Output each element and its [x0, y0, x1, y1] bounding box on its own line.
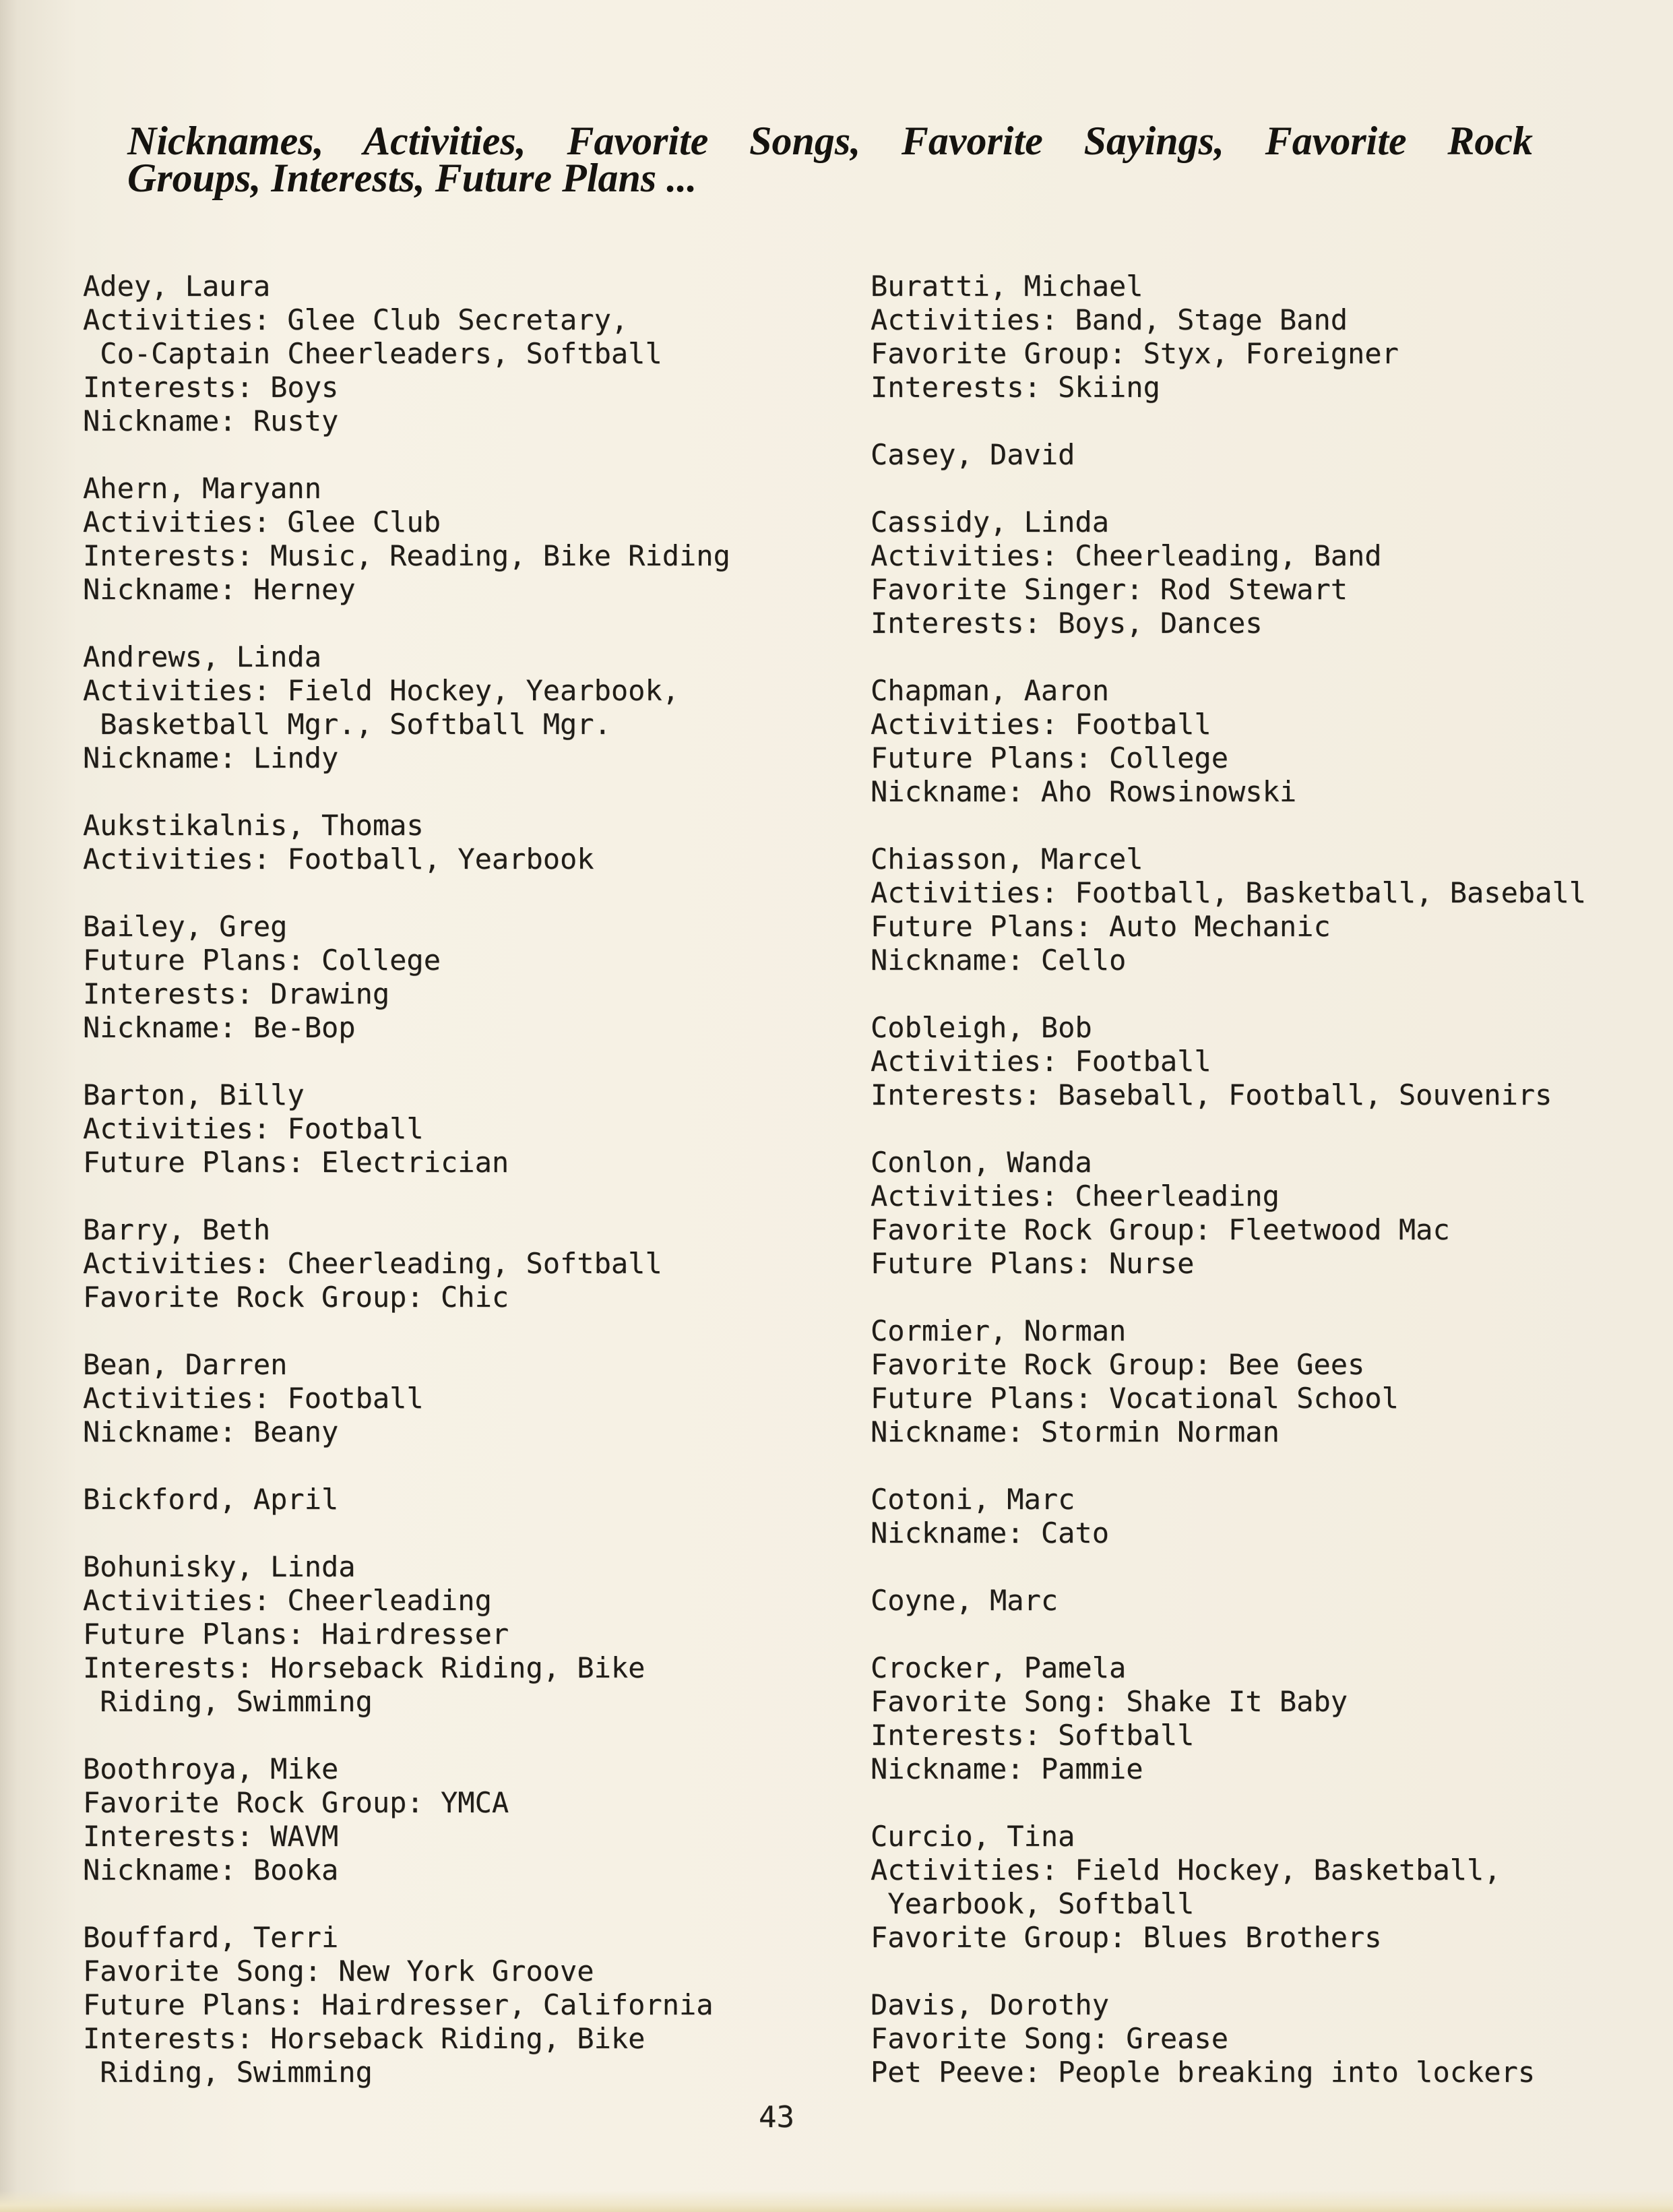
entry-line: Favorite Rock Group: Bee Gees: [871, 1348, 1365, 1381]
entry-line: Future Plans: Electrician: [83, 1146, 509, 1179]
student-entry: [871, 438, 1669, 472]
page-heading: [127, 119, 1533, 200]
entry-line: Co-Captain Cheerleaders, Softball: [83, 337, 662, 370]
entry-line: Nickname: Booka: [83, 1853, 339, 1886]
student-entry: [83, 270, 858, 438]
entry-line: Favorite Song: New York Groove: [83, 1955, 594, 1988]
entry-line: Andrews, Linda: [83, 640, 322, 673]
student-entry: [83, 472, 858, 607]
entry-line: Activities: Cheerleading, Band: [871, 539, 1382, 572]
entry-line: Cassidy, Linda: [871, 505, 1110, 539]
student-entry: [83, 1921, 858, 2089]
student-entry: [871, 270, 1669, 404]
entry-line: Crocker, Pamela: [871, 1651, 1127, 1684]
student-entry: [871, 505, 1669, 640]
entry-line: Activities: Field Hockey, Basketball,: [871, 1853, 1501, 1886]
student-entry: [871, 1584, 1669, 1618]
student-entry: [871, 1483, 1669, 1550]
entry-line: Interests: Boys, Dances: [871, 607, 1263, 640]
student-list-left-column: [83, 270, 858, 2123]
entry-line: Favorite Song: Shake It Baby: [871, 1685, 1348, 1718]
entry-line: Barry, Beth: [83, 1213, 271, 1246]
entry-line: Activities: Glee Club Secretary,: [83, 303, 629, 336]
entry-line: Activities: Cheerleading: [83, 1584, 492, 1617]
entry-line: Interests: Boys: [83, 371, 339, 404]
entry-line: Ahern, Maryann: [83, 472, 322, 505]
entry-line: Riding, Swimming: [83, 1685, 373, 1718]
page-heading-line-1: Nicknames, Activities, Favorite Songs, Favorite Sayings, Favorite Rock: [127, 119, 1533, 163]
entry-line: Basketball Mgr., Softball Mgr.: [83, 708, 611, 741]
page-number: 43: [759, 2100, 794, 2134]
entry-line: Activities: Glee Club: [83, 505, 441, 539]
student-entry: [871, 1820, 1669, 1955]
entry-line: Nickname: Rusty: [83, 404, 339, 437]
student-entry: [871, 1146, 1669, 1281]
entry-line: Barton, Billy: [83, 1078, 305, 1111]
entry-line: Nickname: Herney: [83, 573, 356, 606]
entry-line: Activities: Cheerleading: [871, 1179, 1280, 1212]
entry-line: Interests: Skiing: [871, 371, 1160, 404]
entry-line: Nickname: Beany: [83, 1415, 339, 1448]
entry-line: Chiasson, Marcel: [871, 842, 1143, 875]
entry-line: Nickname: Lindy: [83, 741, 339, 774]
entry-line: Curcio, Tina: [871, 1820, 1075, 1853]
entry-line: Bailey, Greg: [83, 910, 288, 943]
student-entry: [83, 1213, 858, 1314]
entry-line: Favorite Group: Styx, Foreigner: [871, 337, 1399, 370]
entry-line: Interests: Softball: [871, 1719, 1195, 1752]
entry-line: Nickname: Stormin Norman: [871, 1415, 1280, 1448]
entry-line: Activities: Football, Yearbook: [83, 842, 594, 875]
entry-line: Activities: Band, Stage Band: [871, 303, 1348, 336]
entry-line: Nickname: Cato: [871, 1516, 1110, 1549]
entry-line: Favorite Singer: Rod Stewart: [871, 573, 1348, 606]
entry-line: Future Plans: Vocational School: [871, 1382, 1399, 1415]
entry-line: Boothroya, Mike: [83, 1752, 339, 1785]
entry-line: Interests: Music, Reading, Bike Riding: [83, 539, 730, 572]
entry-line: Favorite Rock Group: Fleetwood Mac: [871, 1213, 1450, 1246]
entry-line: Cobleigh, Bob: [871, 1011, 1092, 1044]
entry-line: Cotoni, Marc: [871, 1483, 1075, 1516]
student-entry: [83, 1752, 858, 1887]
student-entry: [871, 1314, 1669, 1449]
entry-line: Conlon, Wanda: [871, 1146, 1092, 1179]
entry-line: Interests: Baseball, Football, Souvenirs: [871, 1078, 1552, 1111]
student-list-right-column: [871, 270, 1669, 2123]
entry-line: Nickname: Be-Bop: [83, 1011, 356, 1044]
entry-line: Chapman, Aaron: [871, 674, 1110, 707]
entry-line: Buratti, Michael: [871, 270, 1143, 303]
entry-line: Adey, Laura: [83, 270, 271, 303]
entry-line: Interests: Horseback Riding, Bike: [83, 1651, 645, 1684]
entry-line: Interests: WAVM: [83, 1820, 339, 1853]
entry-line: Activities: Cheerleading, Softball: [83, 1247, 662, 1280]
student-entry: [83, 910, 858, 1045]
entry-line: Activities: Football: [83, 1382, 424, 1415]
entry-line: Nickname: Pammie: [871, 1752, 1143, 1785]
entry-line: Future Plans: College: [871, 741, 1229, 774]
entry-line: Activities: Football, Basketball, Baseball: [871, 876, 1587, 909]
entry-line: Cormier, Norman: [871, 1314, 1127, 1347]
entry-line: Future Plans: Auto Mechanic: [871, 910, 1331, 943]
entry-line: Davis, Dorothy: [871, 1988, 1110, 2021]
entry-line: Activities: Football: [871, 1045, 1211, 1078]
entry-line: Nickname: Aho Rowsinowski: [871, 775, 1297, 808]
entry-line: Interests: Horseback Riding, Bike: [83, 2022, 645, 2055]
entry-line: Activities: Field Hockey, Yearbook,: [83, 674, 680, 707]
entry-line: Favorite Group: Blues Brothers: [871, 1921, 1382, 1954]
entry-line: Favorite Song: Grease: [871, 2022, 1229, 2055]
student-entry: [83, 1348, 858, 1449]
student-entry: [871, 1651, 1669, 1786]
entry-line: Bean, Darren: [83, 1348, 288, 1381]
entry-line: Future Plans: Hairdresser: [83, 1618, 509, 1651]
page-heading-line-2: Groups, Interests, Future Plans ...: [127, 156, 697, 200]
entry-line: Favorite Rock Group: Chic: [83, 1281, 509, 1314]
entry-line: Favorite Rock Group: YMCA: [83, 1786, 509, 1819]
student-entry: [871, 1988, 1669, 2089]
scan-bottom-edge: [0, 2190, 1673, 2212]
student-entry: [83, 1550, 858, 1719]
entry-line: Future Plans: College: [83, 944, 441, 977]
entry-line: Riding, Swimming: [83, 2056, 373, 2089]
entry-line: Pet Peeve: People breaking into lockers: [871, 2056, 1536, 2089]
entry-line: Future Plans: Hairdresser, California: [83, 1988, 714, 2021]
student-entry: [83, 809, 858, 876]
student-entry: [83, 1483, 858, 1516]
entry-line: Bohunisky, Linda: [83, 1550, 356, 1583]
entry-line: Bickford, April: [83, 1483, 339, 1516]
student-entry: [83, 1078, 858, 1179]
student-entry: [83, 640, 858, 775]
entry-line: Coyne, Marc: [871, 1584, 1059, 1617]
entry-line: Aukstikalnis, Thomas: [83, 809, 424, 842]
entry-line: Future Plans: Nurse: [871, 1247, 1195, 1280]
entry-line: Nickname: Cello: [871, 944, 1127, 977]
entry-line: Yearbook, Softball: [871, 1887, 1195, 1920]
entry-line: Interests: Drawing: [83, 977, 390, 1010]
student-entry: [871, 1011, 1669, 1112]
entry-line: Activities: Football: [871, 708, 1211, 741]
student-entry: [871, 842, 1669, 977]
entry-line: Bouffard, Terri: [83, 1921, 339, 1954]
entry-line: Casey, David: [871, 438, 1075, 471]
student-entry: [871, 674, 1669, 809]
entry-line: Activities: Football: [83, 1112, 424, 1145]
